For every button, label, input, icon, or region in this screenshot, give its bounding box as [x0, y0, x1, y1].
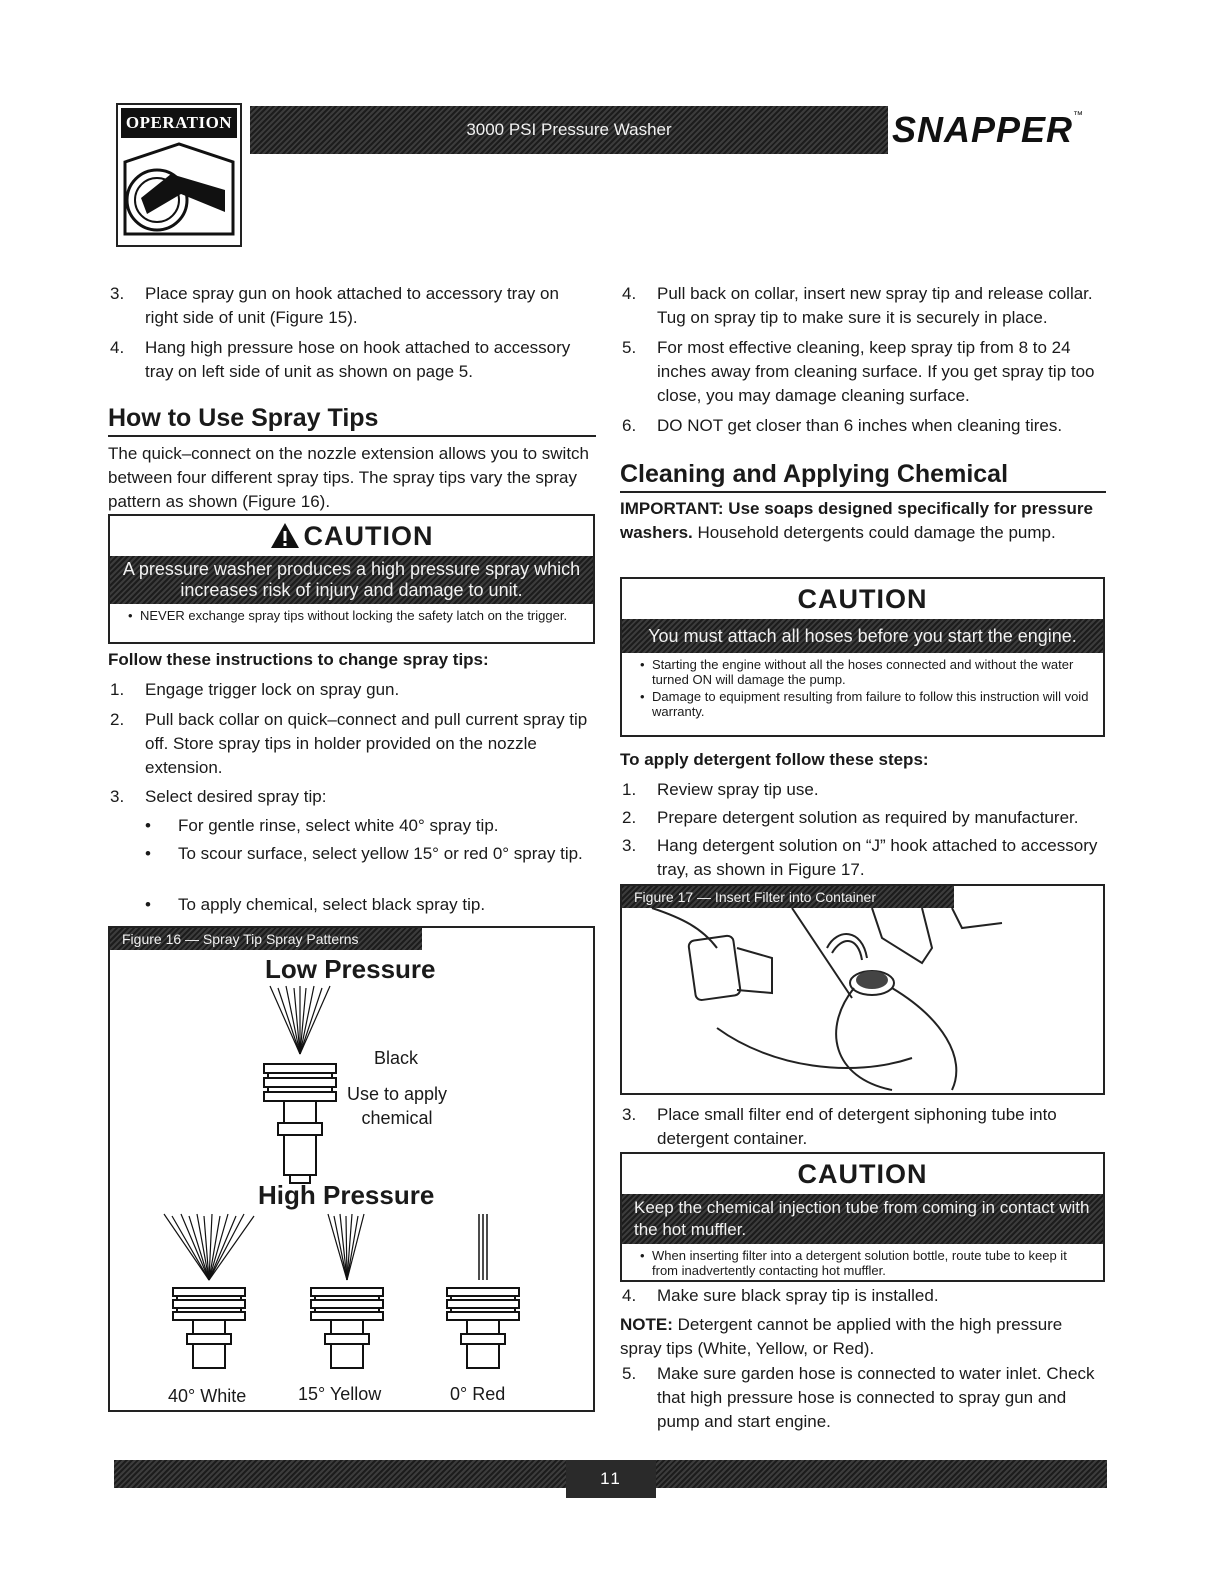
caution-list	[622, 1244, 1103, 1284]
intro-paragraph: The quick–connect on the nozzle extension allows you to switch between four different spray tips. The spray tips vary the spray pattern as shown (Figure 16).	[108, 444, 589, 511]
caution-bullet: • NEVER exchange spray tips without locking the safety latch on the trigger.	[130, 608, 585, 623]
list-item: 4. Make sure black spray tip is installed.	[622, 1286, 939, 1305]
tip-label-red: 0° Red	[450, 1384, 506, 1404]
black-tip-label: Black	[374, 1048, 419, 1068]
caution-list	[110, 604, 593, 629]
page-number: 11	[566, 1460, 656, 1498]
white-40-spray-tip-illustration	[154, 1212, 264, 1372]
section-heading-spray-tips: How to Use Spray Tips	[108, 402, 596, 437]
yellow-15-spray-tip-illustration	[292, 1212, 402, 1372]
sub-bullet: • To apply chemical, select black spray tip.	[145, 895, 486, 914]
caution-message: You must attach all hoses before you start the engine.	[622, 619, 1103, 653]
list-item: 2. Pull back collar on quick–connect and pull current spray tip off. Store spray tips in holder provided on the nozzle extension.	[110, 710, 588, 777]
operation-badge	[116, 103, 242, 247]
figure-16	[108, 926, 595, 1412]
list-item: 3. Hang detergent solution on “J” hook attached to accessory tray, as shown in Figure 17.	[622, 836, 1098, 879]
low-pressure-label: Low Pressure	[265, 954, 436, 984]
sub-bullet: • For gentle rinse, select white 40° spray tip.	[145, 816, 499, 835]
caution-box-muffler	[620, 1152, 1105, 1282]
list-item: 4. Hang high pressure hose on hook attached to accessory tray on left side of unit as shown on page 5.	[110, 338, 571, 381]
red-0-spray-tip-illustration	[428, 1212, 538, 1372]
operation-icon	[121, 142, 237, 242]
document-title-bar: 3000 PSI Pressure Washer	[250, 106, 888, 154]
caution-title: CAUTION	[110, 516, 593, 556]
warning-triangle-icon	[270, 522, 300, 549]
subheading: To apply detergent follow these steps:	[620, 750, 929, 769]
list-item: 3. Select desired spray tip:	[110, 787, 327, 806]
list-item: 5. For most effective cleaning, keep spray tip from 8 to 24 inches away from cleaning surface. If you get spray tip too close, you may damage cleaning surface.	[622, 338, 1095, 405]
high-pressure-label: High Pressure	[258, 1180, 435, 1210]
list-item: 1. Review spray tip use.	[622, 780, 819, 799]
section-label: OPERATION	[121, 108, 237, 138]
caution-bullet: • Starting the engine without all the hoses connected and without the water turned ON will damage the pump.	[642, 657, 1095, 687]
list-item: 1. Engage trigger lock on spray gun.	[110, 680, 400, 699]
brand-logo: SNAPPER™	[892, 109, 1085, 150]
black-spray-tip-illustration	[250, 984, 350, 1198]
caution-title: CAUTION	[797, 1159, 928, 1189]
subheading: Follow these instructions to change spray tips:	[108, 650, 489, 669]
list-item: 2. Prepare detergent solution as required by manufacturer.	[622, 808, 1079, 827]
figure-caption: Figure 16 — Spray Tip Spray Patterns	[110, 928, 422, 950]
note-paragraph: NOTE: Detergent cannot be applied with the high pressure spray tips (White, Yellow, or Red).	[620, 1315, 1063, 1358]
sub-bullet: • To scour surface, select yellow 15° or red 0° spray tip.	[145, 844, 583, 863]
section-heading-chemical: Cleaning and Applying Chemical	[620, 458, 1106, 493]
caution-box-hoses	[620, 577, 1105, 737]
tip-label-white: 40° White	[168, 1386, 247, 1406]
caution-list	[622, 653, 1103, 725]
important-paragraph: IMPORTANT: Use soaps designed specifically for pressure washers. Household detergents could damage the pump.	[620, 499, 1093, 542]
detergent-container-illustration	[622, 908, 1103, 1093]
caution-title: CAUTION	[797, 584, 928, 614]
caution-message: Keep the chemical injection tube from coming in contact with the hot muffler.	[622, 1194, 1103, 1244]
tip-label-yellow: 15° Yellow	[298, 1384, 382, 1404]
figure-caption: Figure 17 — Insert Filter into Container	[622, 886, 954, 908]
list-item: 4. Pull back on collar, insert new spray tip and release collar. Tug on spray tip to make sure it is securely in place.	[622, 284, 1093, 327]
list-item: 6. DO NOT get closer than 6 inches when cleaning tires.	[622, 416, 1063, 435]
caution-box	[108, 514, 595, 644]
list-item: 5. Make sure garden hose is connected to water inlet. Check that high pressure hose is connected to spray gun and pump and start engine.	[622, 1364, 1095, 1431]
caution-message: A pressure washer produces a high pressure spray which increases risk of injury and damage to unit.	[110, 556, 593, 604]
black-tip-description: Use to apply chemical	[346, 1084, 448, 1128]
list-item: 3. Place small filter end of detergent siphoning tube into detergent container.	[622, 1105, 1057, 1148]
figure-17	[620, 884, 1105, 1095]
caution-bullet: • Damage to equipment resulting from failure to follow this instruction will void warranty.	[642, 689, 1095, 719]
caution-bullet: • When inserting filter into a detergent solution bottle, route tube to keep it from inadvertently contacting hot muffler.	[642, 1248, 1095, 1278]
list-item: 3. Place spray gun on hook attached to accessory tray on right side of unit (Figure 15).	[110, 284, 559, 327]
